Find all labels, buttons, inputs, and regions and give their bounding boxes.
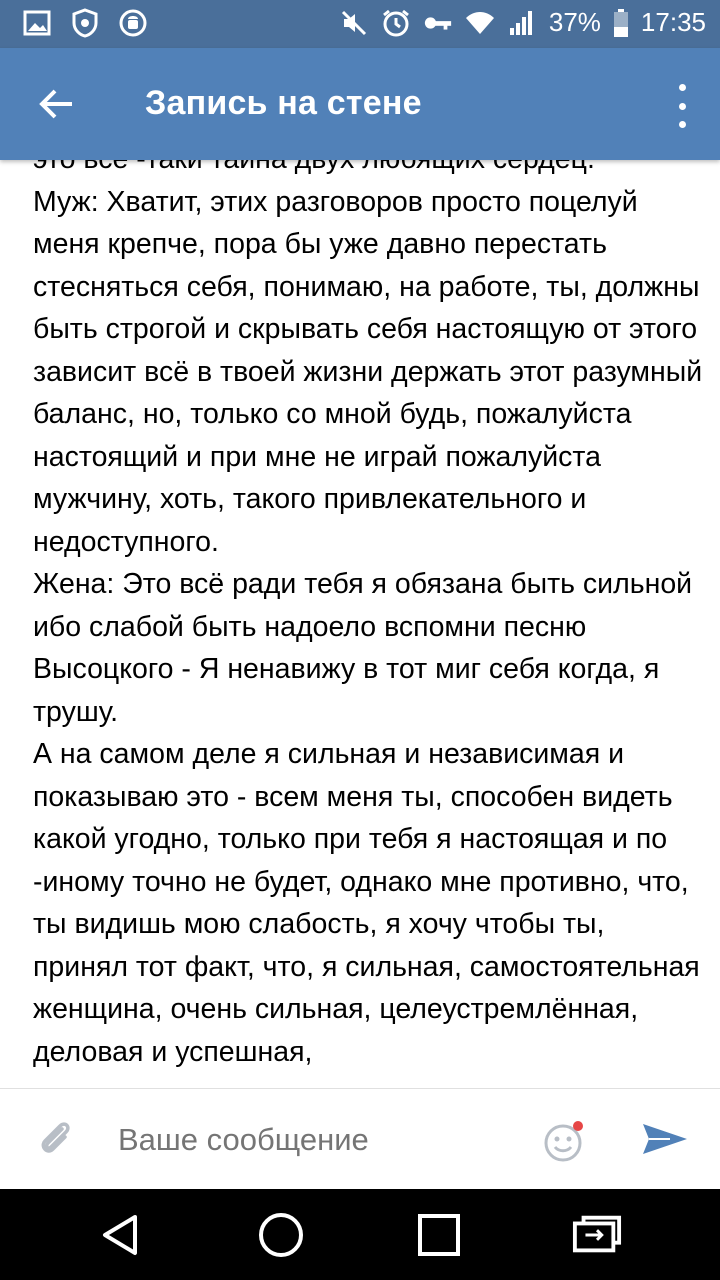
- clock: 17:35: [640, 7, 706, 37]
- send-button[interactable]: [640, 1119, 690, 1164]
- more-options-button[interactable]: [670, 84, 694, 128]
- more-dot-icon: [679, 103, 686, 110]
- emoji-button[interactable]: [543, 1119, 587, 1168]
- attach-button[interactable]: [36, 1119, 76, 1164]
- post-content[interactable]: [0, 112, 720, 1088]
- battery-percent: 37%: [548, 7, 601, 37]
- page-title: Запись на стене: [145, 84, 422, 122]
- signal-icon: [507, 8, 537, 38]
- nav-recents-button[interactable]: [414, 1210, 464, 1260]
- post-paragraph: Жена: Это всё ради тебя я обязана быть сильной ибо слабой быть надоело вспомни песню Высоцкого - Я ненавижу в тот миг себя когда, я трушу.: [33, 568, 693, 728]
- gallery-icon: [22, 8, 52, 38]
- nav-switch-button[interactable]: [572, 1210, 622, 1260]
- nav-home-button[interactable]: [256, 1210, 306, 1260]
- status-bar: [0, 0, 720, 48]
- battery-icon: [613, 8, 629, 38]
- shield-icon: [70, 8, 100, 38]
- circle-home-icon: [257, 1211, 305, 1259]
- app-bar: [0, 48, 720, 160]
- nav-back-button[interactable]: [96, 1210, 146, 1260]
- emoji-icon: [543, 1119, 587, 1163]
- key-icon: [423, 8, 453, 38]
- system-nav-bar: [0, 1188, 720, 1280]
- post-paragraph: Муж: Хватит, этих разговоров просто поцелуй меня крепче, пора бы уже давно перестать стесняться себя, понимаю, на работе, ты, должны быть строгой и скрывать себя настоящую от этого зависит всё в твоей жизни держать этот разумный баланс, но, только со мной будь, пожалуйста настоящий и при мне не играй пожалуйста мужчину, хоть, такого привлекательного и недоступного.: [33, 185, 703, 558]
- post-text: [33, 138, 703, 1073]
- send-icon: [640, 1119, 690, 1159]
- mute-icon: [339, 8, 369, 38]
- more-dot-icon: [679, 121, 686, 128]
- alarm-icon: [381, 8, 411, 38]
- back-button[interactable]: [30, 82, 82, 126]
- arrow-back-icon: [38, 88, 74, 120]
- message-composer: [0, 1088, 720, 1189]
- switch-app-icon: [572, 1213, 622, 1257]
- more-dot-icon: [679, 84, 686, 91]
- android-icon: [118, 8, 148, 38]
- post-paragraph: А на самом деле я сильная и независимая и показываю это - всем меня ты, способен видеть какой угодно, только при тебя я настоящая и по -иному точно не будет, однако мне противно, что, ты видишь мою слабость, я хочу чтобы ты, принял тот факт, что, я сильная, самостоятельная женщина, очень сильная, целеустремлённая, деловая и успешная,: [33, 738, 700, 1068]
- square-recents-icon: [417, 1213, 461, 1257]
- message-input[interactable]: [116, 1121, 520, 1159]
- paperclip-icon: [36, 1119, 76, 1159]
- triangle-back-icon: [99, 1213, 143, 1257]
- wifi-icon: [465, 8, 495, 38]
